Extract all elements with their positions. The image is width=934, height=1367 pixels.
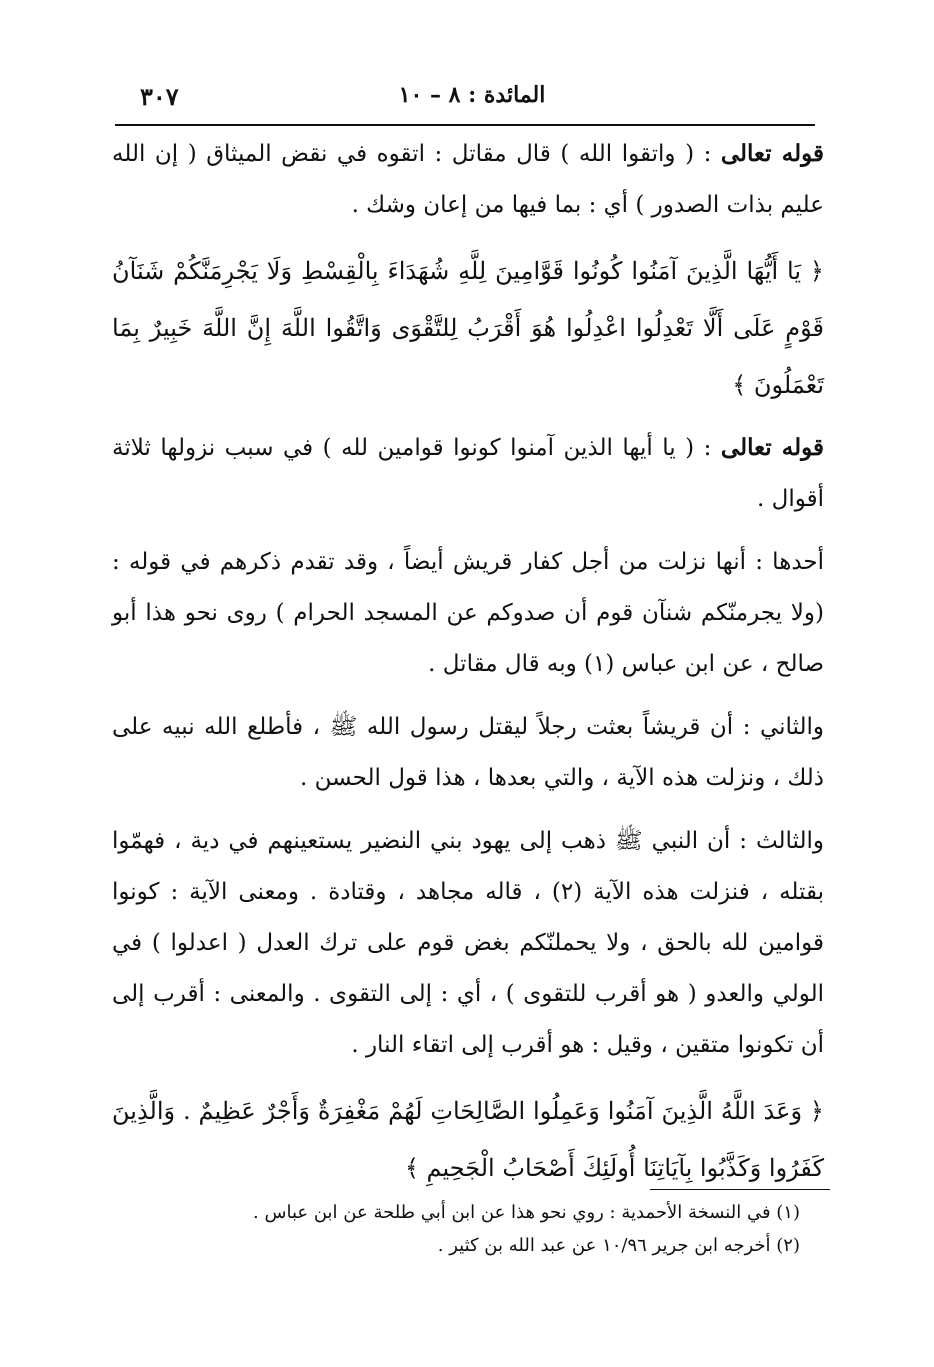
paragraph-1 bbox=[112, 128, 824, 231]
quran-verse-9-10: ﴿ وَعَدَ اللَّهُ الَّذِينَ آمَنُوا وَعَمِلُوا الصَّالِحَاتِ لَهُمْ مَغْفِرَةٌ وَأَجْرٌ عَظِيمٌ . وَالَّذِينَ كَفَرُوا وَكَذَّبُوا بِآيَاتِنَا أُولَئِكَ أَصْحَابُ الْجَحِيمِ ﴾ bbox=[112, 1097, 824, 1182]
header-rule bbox=[115, 124, 815, 126]
footnote-separator bbox=[650, 1189, 830, 1190]
paragraph-first-opinion: أحدها : أنها نزلت من أجل كفار قريش أيضاً ، وقد تقدم ذكرهم في قوله : (ولا يجرمنّكم شنآن قوم أن صدوكم عن المسجد الحرام ) روى نحو هذا أبو صالح ، عن ابن عباس (١) وبه قال مقاتل . bbox=[112, 549, 824, 677]
paragraph-second-opinion: والثاني : أن قريشاً بعثت رجلاً ليقتل رسول الله ﷺ ، فأطلع الله نبيه على ذلك ، ونزلت هذه الآية ، والتي بعدها ، هذا قول الحسن . bbox=[112, 714, 824, 791]
running-head: المائدة : ٨ – ١٠ bbox=[398, 82, 546, 108]
paragraph-text: : ( واتقوا الله ) قال مقاتل : اتقوه في نقض الميثاق ( إن الله عليم بذات الصدور ) أي : بما فيها من إعان وشك . bbox=[112, 141, 824, 218]
main-text bbox=[112, 128, 824, 1205]
paragraph-third-opinion: والثالث : أن النبي ﷺ ذهب إلى يهود بني النضير يستعينهم في دية ، فهمّوا بقتله ، فنزلت هذه الآية (٢) ، قاله مجاهد ، وقتادة . ومعنى الآية : كونوا قوامين لله بالحق ، ولا يحملنّكم بغض قوم على ترك العدل ( اعدلوا ) في الولي والعدو ( هو أقرب للتقوى ) ، أي : إلى التقوى . والمعنى : أقرب إلى أن تكونوا متقين ، وقيل : هو أقرب إلى اتقاء النار . bbox=[112, 828, 824, 1058]
footnote-1: (١) في النسخة الأحمدية : روي نحو هذا عن ابن أبي طلحة عن ابن عباس . bbox=[253, 1202, 800, 1223]
paragraph-lead: قوله تعالى bbox=[720, 434, 824, 461]
footnote-2: (٢) أخرجه ابن جرير ١٠/٩٦ عن عبد الله بن كثير . bbox=[437, 1235, 800, 1256]
paragraph-lead: قوله تعالى bbox=[720, 140, 824, 167]
page-number: ٣٠٧ bbox=[140, 82, 179, 111]
quran-verse-8: ﴿ يَا أَيُّهَا الَّذِينَ آمَنُوا كُونُوا قَوَّامِينَ لِلَّهِ شُهَدَاءَ بِالْقِسْطِ وَلَا يَجْرِمَنَّكُمْ شَنَآنُ قَوْمٍ عَلَى أَلَّا تَعْدِلُوا اعْدِلُوا هُوَ أَقْرَبُ لِلتَّقْوَى وَاتَّقُوا اللَّهَ إِنَّ اللَّهَ خَبِيرٌ بِمَا تَعْمَلُونَ ﴾ bbox=[112, 257, 824, 399]
page-header bbox=[120, 80, 824, 120]
paragraph-text: : ( يا أيها الذين آمنوا كونوا قوامين لله ) في سبب نزولها ثلاثة أقوال . bbox=[112, 435, 824, 512]
paragraph-2 bbox=[112, 422, 824, 525]
footnotes bbox=[180, 1196, 800, 1262]
